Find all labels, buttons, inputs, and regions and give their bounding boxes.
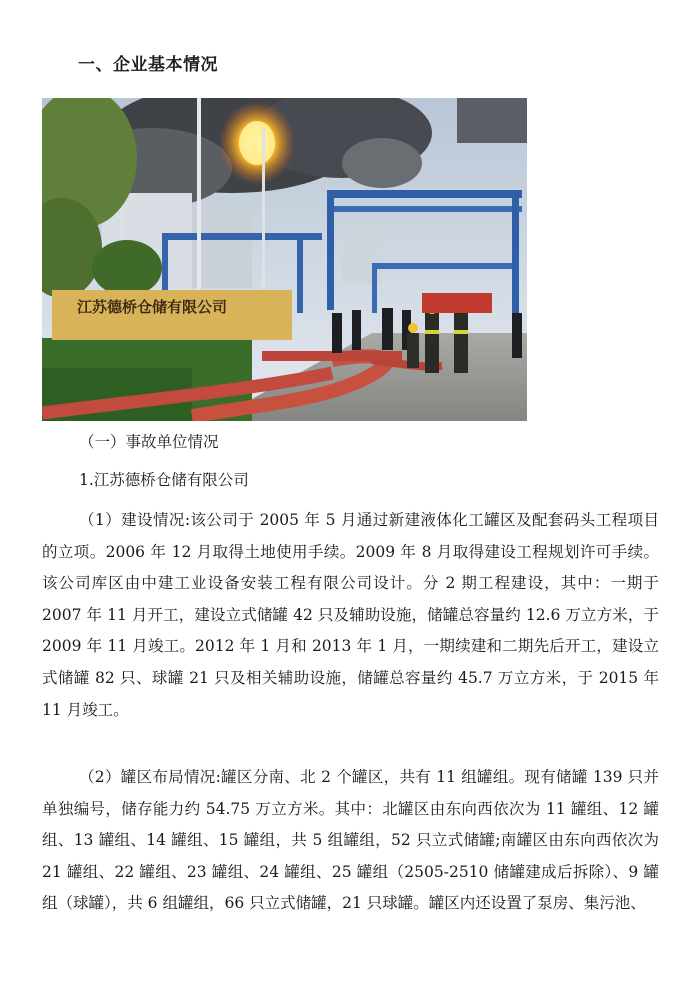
subsection-title: （一）事故单位情况 (79, 433, 219, 451)
paragraph-text: （2）罐区布局情况:罐区分南、北 2 个罐区，共有 11 组罐组。现有储罐 139 只并单独编号，储存能力约 54.75 万立方米。其中：北罐区由东向西依次为 11 罐组、12 罐组、13 罐组、14 罐组、15 罐组，共 5 组罐组，52 只立式储罐;南罐区由东向西依次为 21 罐组、22 罐组、23 罐组、24 罐组、25 罐组（2505-2510 储罐建成后拆除）、9 罐组（球罐），共 6 组罐组，66 只立式储罐，21 只球罐。罐区内还设置了泵房、集污池、 (42, 768, 659, 913)
fire-scene-photo (42, 98, 527, 421)
paragraph-construction (42, 505, 659, 726)
sign-text: 江苏德桥仓储有限公司 (77, 298, 228, 316)
paragraph-text: （1）建设情况:该公司于 2005 年 5 月通过新建液体化工罐区及配套码头工程项目的立项。2006 年 12 月取得土地使用手续。2009 年 8 月取得建设工程规划许可手续。该公司库区由中建工业设备安装工程有限公司设计。分 2 期工程建设，其中：一期于 2007 年 11 月开工，建设立式储罐 42 只及辅助设施，储罐总容量约 12.6 万立方米，于 2009 年 11 月竣工。2012 年 1 月和 2013 年 1 月，一期续建和二期先后开工，建设立式储罐 82 只、球罐 21 只及相关辅助设施，储罐总容量约 45.7 万立方米，于 2015 年 11 月竣工。 (42, 511, 659, 719)
section-heading: 一、企业基本情况 (78, 55, 218, 75)
company-heading: 1.江苏德桥仓储有限公司 (79, 471, 249, 489)
paragraph-layout (42, 762, 659, 920)
